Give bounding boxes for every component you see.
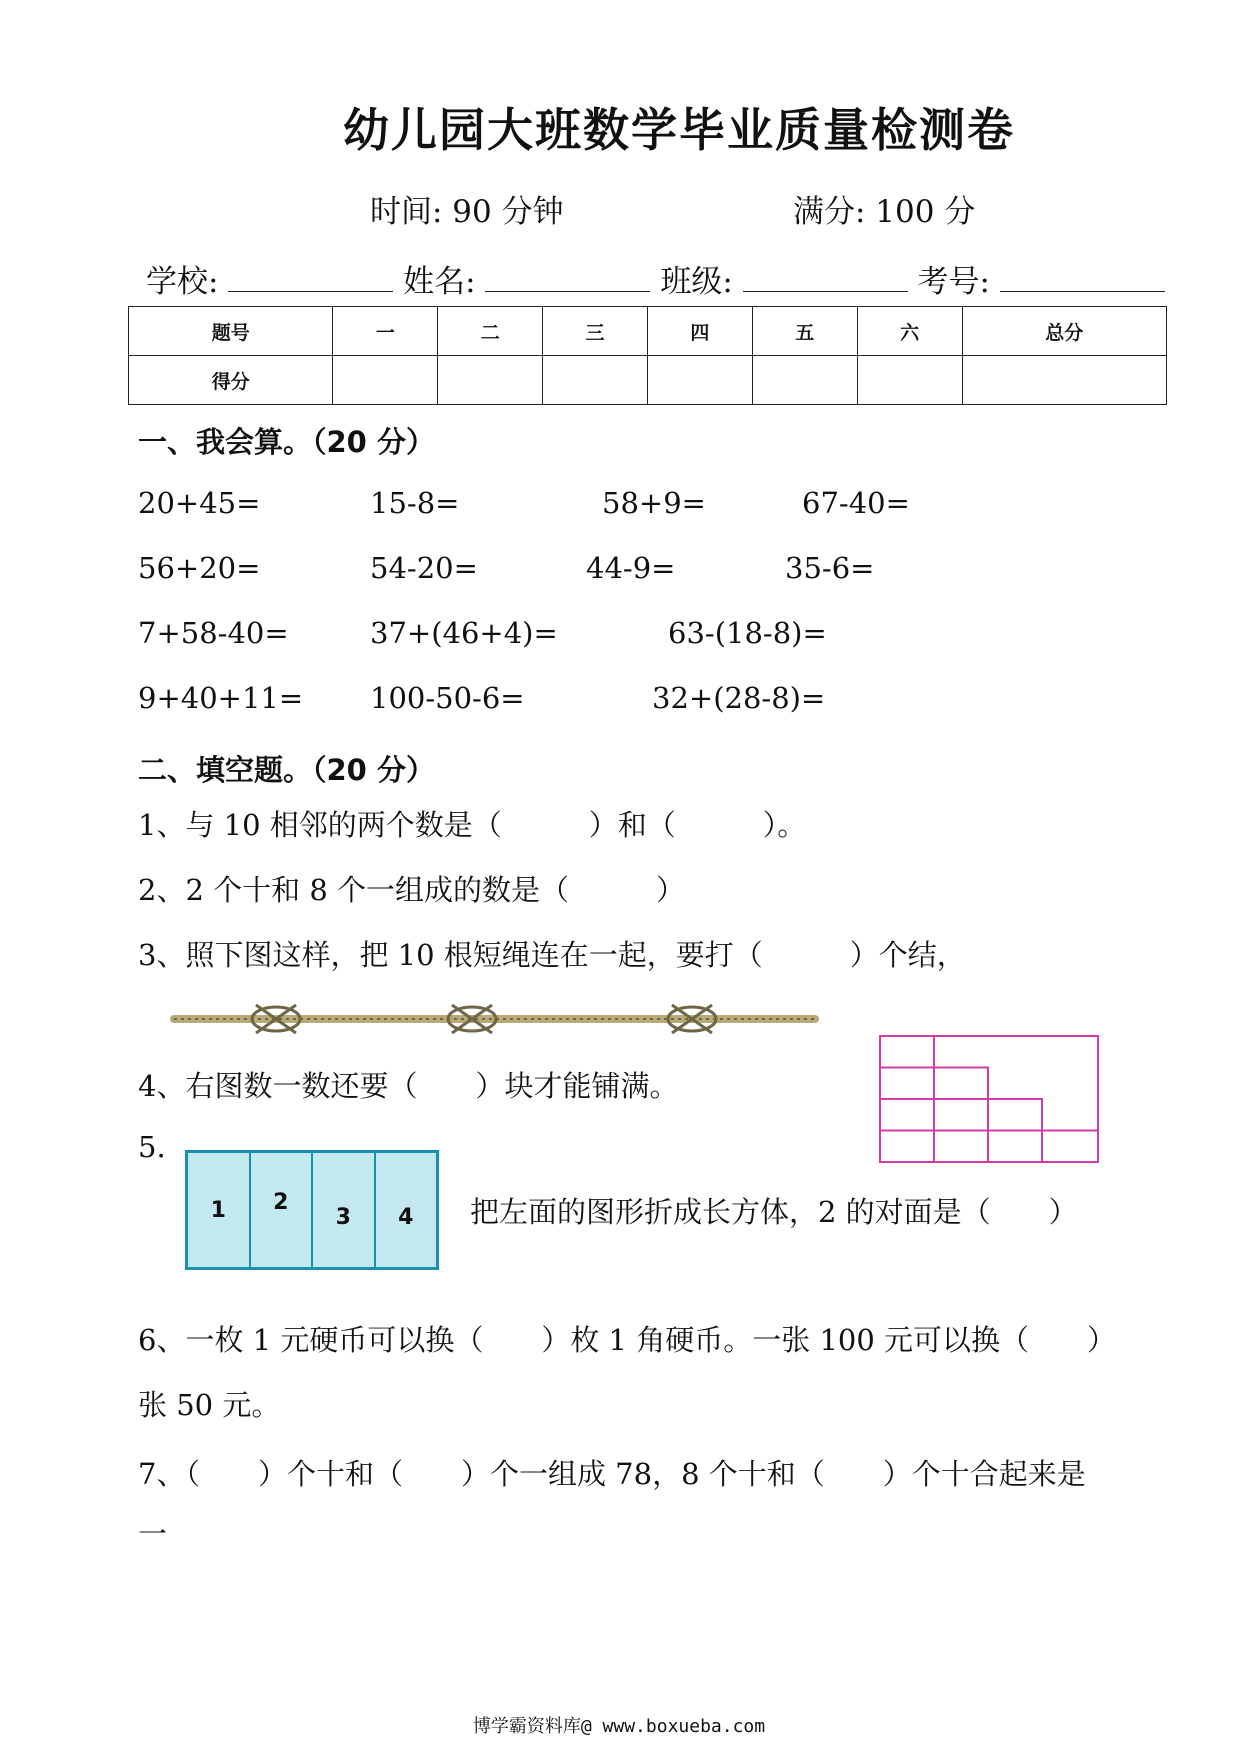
- tile: [880, 1131, 934, 1163]
- calc-item: 20+45=: [138, 486, 261, 520]
- school-label: 学校:: [146, 264, 219, 300]
- calc-item: 67-40=: [802, 486, 910, 520]
- net-face: 1: [188, 1153, 251, 1267]
- net-face: 3: [313, 1153, 376, 1267]
- tile: [1042, 1131, 1098, 1163]
- calc-item: 7+58-40=: [138, 616, 289, 650]
- question-7-line1: 7、（ ）个十和（ ）个一组成 78，8 个十和（ ）个十合起来是: [138, 1457, 1086, 1491]
- net-face: 4: [398, 1204, 414, 1230]
- tile-grid-figure: [878, 1034, 1102, 1168]
- tile: [880, 1036, 934, 1068]
- calc-item: 58+9=: [602, 486, 706, 520]
- score-table-header-cell: 总分: [962, 307, 1166, 356]
- score-table-header-cell: 一: [333, 307, 438, 356]
- question-6-line1: 6、一枚 1 元硬币可以换（ ）枚 1 角硬币。一张 100 元可以换（ ）: [138, 1323, 1117, 1357]
- score-table-header-cell: 题号: [129, 307, 333, 356]
- exam-no-label: 考号:: [917, 264, 990, 300]
- score-row-label: 得分: [129, 356, 333, 405]
- question-1: 1、与 10 相邻的两个数是（ ）和（ ）。: [138, 808, 807, 842]
- score-cell[interactable]: [333, 356, 438, 405]
- question-6-line2: 张 50 元。: [138, 1388, 281, 1422]
- class-label: 班级:: [660, 264, 733, 300]
- tile: [934, 1068, 988, 1100]
- calc-item: 15-8=: [370, 486, 460, 520]
- tile: [934, 1131, 988, 1163]
- question-2: 2、2 个十和 8 个一组成的数是（ ）: [138, 873, 686, 907]
- calc-item: 63-(18-8)=: [668, 616, 827, 650]
- calc-item: 35-6=: [785, 551, 875, 585]
- class-blank[interactable]: [743, 265, 908, 292]
- score-table-header-cell: 六: [857, 307, 962, 356]
- question-3: 3、照下图这样，把 10 根短绳连在一起，要打（ ）个结，: [138, 938, 966, 972]
- score-table-header-cell: 五: [752, 307, 857, 356]
- score-cell[interactable]: [438, 356, 543, 405]
- school-blank[interactable]: [228, 265, 393, 292]
- score-cell[interactable]: [752, 356, 857, 405]
- tile: [934, 1099, 988, 1131]
- calc-item: 44-9=: [586, 551, 676, 585]
- calc-item: 100-50-6=: [370, 681, 525, 715]
- calc-item: 54-20=: [370, 551, 478, 585]
- full-score: 满分: 100 分: [793, 194, 976, 230]
- tile: [880, 1099, 934, 1131]
- score-table-header-cell: 四: [647, 307, 752, 356]
- net-face: 2: [251, 1153, 314, 1267]
- watermark: 博学霸资料库@ www.boxueba.com: [472, 1716, 766, 1737]
- score-cell[interactable]: [647, 356, 752, 405]
- calc-item: 32+(28-8)=: [652, 681, 826, 715]
- score-cell[interactable]: [962, 356, 1166, 405]
- score-table-header-cell: 二: [438, 307, 543, 356]
- score-table: [128, 306, 1167, 405]
- section1-title: 一、我会算。（20 分）: [138, 425, 435, 459]
- info-row: [146, 256, 1165, 301]
- tile: [988, 1131, 1042, 1163]
- question-4: 4、右图数一数还要（ ）块才能铺满。: [138, 1069, 679, 1103]
- calc-item: 37+(46+4)=: [370, 616, 558, 650]
- question-7-line2: 一: [138, 1517, 168, 1551]
- name-label: 姓名:: [403, 264, 476, 300]
- page-title: 幼儿园大班数学毕业质量检测卷: [343, 103, 1015, 157]
- score-table-score-row: [129, 356, 1167, 405]
- score-table-header-row: [129, 307, 1167, 356]
- tile: [880, 1068, 934, 1100]
- rope-knots-illustration: [170, 995, 820, 1043]
- score-cell[interactable]: [857, 356, 962, 405]
- exam-no-blank[interactable]: [1000, 265, 1165, 292]
- question-5-number: 5.: [138, 1130, 166, 1164]
- cuboid-net-figure: [185, 1150, 439, 1270]
- score-cell[interactable]: [543, 356, 648, 405]
- question-5-text: 把左面的图形折成长方体，2 的对面是（ ）: [470, 1195, 1078, 1229]
- section2-title: 二、填空题。（20 分）: [138, 753, 435, 787]
- calc-item: 9+40+11=: [138, 681, 304, 715]
- calc-item: 56+20=: [138, 551, 261, 585]
- tile: [988, 1099, 1042, 1131]
- score-table-header-cell: 三: [543, 307, 648, 356]
- name-blank[interactable]: [485, 265, 650, 292]
- exam-time: 时间: 90 分钟: [370, 194, 564, 230]
